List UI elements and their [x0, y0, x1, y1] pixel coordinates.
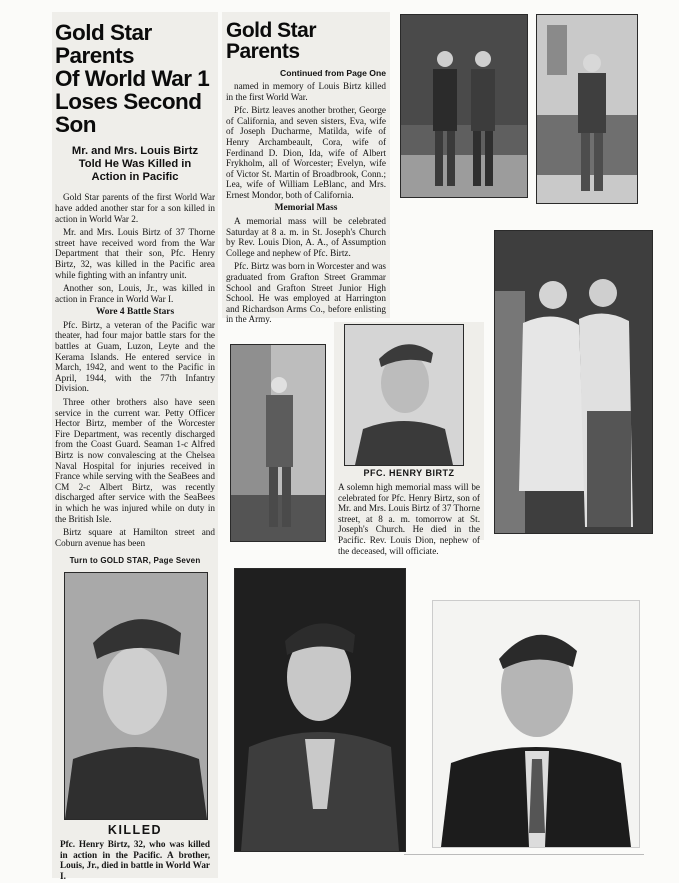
killed-clipping — [52, 566, 218, 881]
continued-headline: Gold Star Parents — [226, 19, 317, 64]
jump-line: Turn to GOLD STAR, Page Seven — [69, 556, 201, 565]
article-paragraph: Pfc. Birtz leaves another brother, George of California, and seven sisters, Eva, wife of Joseph Ducharme, Matilda, wife of Henry Archambeault, Cora, wife of Ferdinand D. Dion, Ida, wife of Albert Frykholm, all of Worcester; Evelyn, wife of Victor St. Martin of Broadbrook, Conn.; Lea, wife of William LeBlanc, and Mrs. Ernest Mondor, both of California. — [226, 105, 386, 200]
continued-subhead: Memorial Mass — [274, 203, 338, 214]
soldier-standing-image — [231, 345, 325, 541]
article-paragraph: Pfc. Birtz, a veteran of the Pacific war theater, had four major battle stars for the battles at Guam, Luzon, Leyte and the Kerama Islands. He entered service in March, 1942, and went to the Pacific in April, 1944, with the 77th Infantry Division. — [55, 319, 215, 394]
soldier-standing-photo — [230, 344, 326, 542]
man-with-hat-image — [537, 15, 637, 203]
article-paragraph: Mr. and Mrs. Louis Birtz of 37 Thorne street have received word from the War Department that their son, Pfc. Henry Birtz, 32, was killed in the Pacific area while fighting with an infantry unit. — [55, 227, 215, 280]
killed-caption: Pfc. Henry Birtz, 32, who was killed in action in the Pacific. A brother, Louis, Jr., died in battle in World War I. — [60, 839, 210, 881]
continued-article-clipping — [222, 12, 390, 325]
article-paragraph: Three other brothers also have seen service in the current war. Petty Officer Hector Birtz, member of the Worcester Fire Department, was recently discharged from the Coast Guard. Seaman 1-c Alfred Birtz is now convalescing at the Chelsea Naval Hospital for injuries received in France while serving with the SeaBees and CM 2-c Albert Birtz, was recently discharged after service with the SeaBees in which he was injured while on duty in the British Isle. — [55, 397, 215, 524]
killed-label: KILLED — [107, 823, 163, 837]
killed-portrait-image — [65, 573, 207, 819]
pfc-portrait-image — [345, 325, 463, 465]
gold-star-article-clipping — [52, 12, 218, 568]
article-deck — [55, 145, 215, 185]
article-paragraph: Birtz square at Hamilton street and Coburn avenue has been — [55, 527, 215, 548]
bottom-divider — [404, 854, 644, 855]
man-in-suit-photo — [432, 600, 640, 848]
article-paragraph: Gold Star parents of the first World War have added another star for a son killed in action in World War 2. — [55, 192, 215, 224]
headline-line-2: Of World War 1 — [55, 65, 210, 91]
man-in-suit-image — [433, 601, 639, 847]
man-striped-jacket-image — [235, 569, 405, 851]
man-striped-jacket-photo — [234, 568, 406, 852]
article-body — [55, 192, 215, 548]
continued-label: Continued from Page One — [280, 67, 386, 78]
article-paragraph: named in memory of Louis Birtz killed in the first World War. — [226, 80, 386, 102]
couple-image — [495, 231, 652, 533]
article-paragraph: Pfc. Birtz was born in Worcester and was graduated from Grafton Street Grammar School and Grafton Street Junior High School. He was employed at Harrington and Richardson Arms Co., before enlisting in the Army. — [226, 261, 386, 325]
couple-photo — [494, 230, 653, 534]
pfc-portrait-photo — [344, 324, 464, 466]
pfc-portrait-clipping — [334, 322, 484, 556]
article-subhead: Wore 4 Battle Stars — [95, 307, 175, 318]
two-men-standing-photo — [400, 14, 528, 198]
deck-line-2: Told He Was Killed in — [78, 157, 192, 170]
article-headline — [55, 22, 215, 137]
portrait-caption: A solemn high memorial mass will be celebrated for Pfc. Henry Birtz, son of Mr. and Mrs. Louis Birtz of 37 Thorne street, at 8 a. m. tomorrow at St. Joseph's Church. He died in the Pacific. Rev. Louis Dion, nephew of the deceased, will officiate. — [338, 482, 480, 556]
killed-portrait-photo — [64, 572, 208, 820]
article-paragraph: Another son, Louis, Jr., was killed in action in France in World War I. — [55, 283, 215, 304]
headline-line-1: Gold Star Parents — [55, 20, 152, 68]
two-men-standing-image — [401, 15, 527, 197]
deck-line-1: Mr. and Mrs. Louis Birtz — [71, 144, 199, 157]
portrait-name-label: PFC. HENRY BIRTZ — [363, 468, 455, 478]
deck-line-3: Action in Pacific — [91, 171, 179, 184]
headline-line-3: Loses Second Son — [55, 88, 202, 137]
man-with-hat-photo — [536, 14, 638, 204]
article-paragraph: A memorial mass will be celebrated Saturday at 8 a. m. in St. Joseph's Church by Rev. Louis Dion, A. A., of Assumption College and nephew of Pfc. Birtz. — [226, 216, 386, 258]
continued-body — [226, 81, 386, 325]
